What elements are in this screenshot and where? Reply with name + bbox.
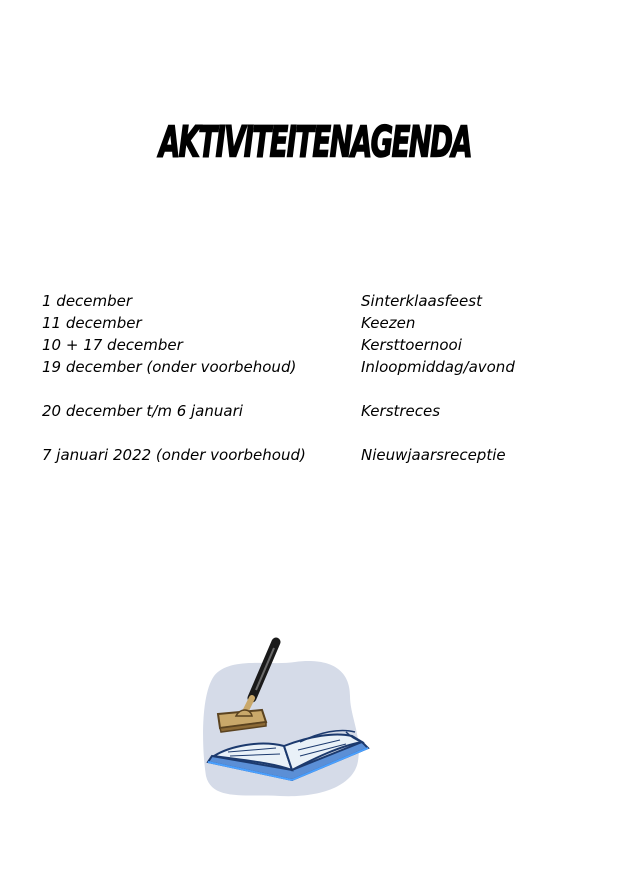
agenda-event: Inloopmiddag/avond <box>361 358 515 376</box>
page-title <box>155 114 475 170</box>
agenda-date: 19 december (onder voorbehoud) <box>42 358 297 376</box>
agenda-list <box>42 290 602 466</box>
agenda-date: 7 januari 2022 (onder voorbehoud) <box>42 446 306 464</box>
agenda-event: Nieuwjaarsreceptie <box>361 446 506 464</box>
page-title-text: AKTIVITEITENAGENDA <box>156 117 471 168</box>
agenda-row <box>42 356 602 378</box>
agenda-row <box>42 444 602 466</box>
agenda-event: Keezen <box>361 314 416 332</box>
book-and-pen-icon <box>200 636 372 802</box>
agenda-row <box>42 290 602 312</box>
agenda-date: 10 + 17 december <box>42 336 183 354</box>
wordart-title <box>155 114 475 170</box>
agenda-row <box>42 334 602 356</box>
agenda-date: 1 december <box>42 292 133 310</box>
agenda-row <box>42 312 602 334</box>
agenda-event: Sinterklaasfeest <box>361 292 482 310</box>
agenda-event: Kerstreces <box>361 402 441 420</box>
agenda-date: 20 december t/m 6 januari <box>42 402 243 420</box>
book-and-pen-illustration <box>200 636 372 802</box>
agenda-date: 11 december <box>42 314 142 332</box>
agenda-event: Kersttoernooi <box>361 336 462 354</box>
agenda-row <box>42 400 602 422</box>
